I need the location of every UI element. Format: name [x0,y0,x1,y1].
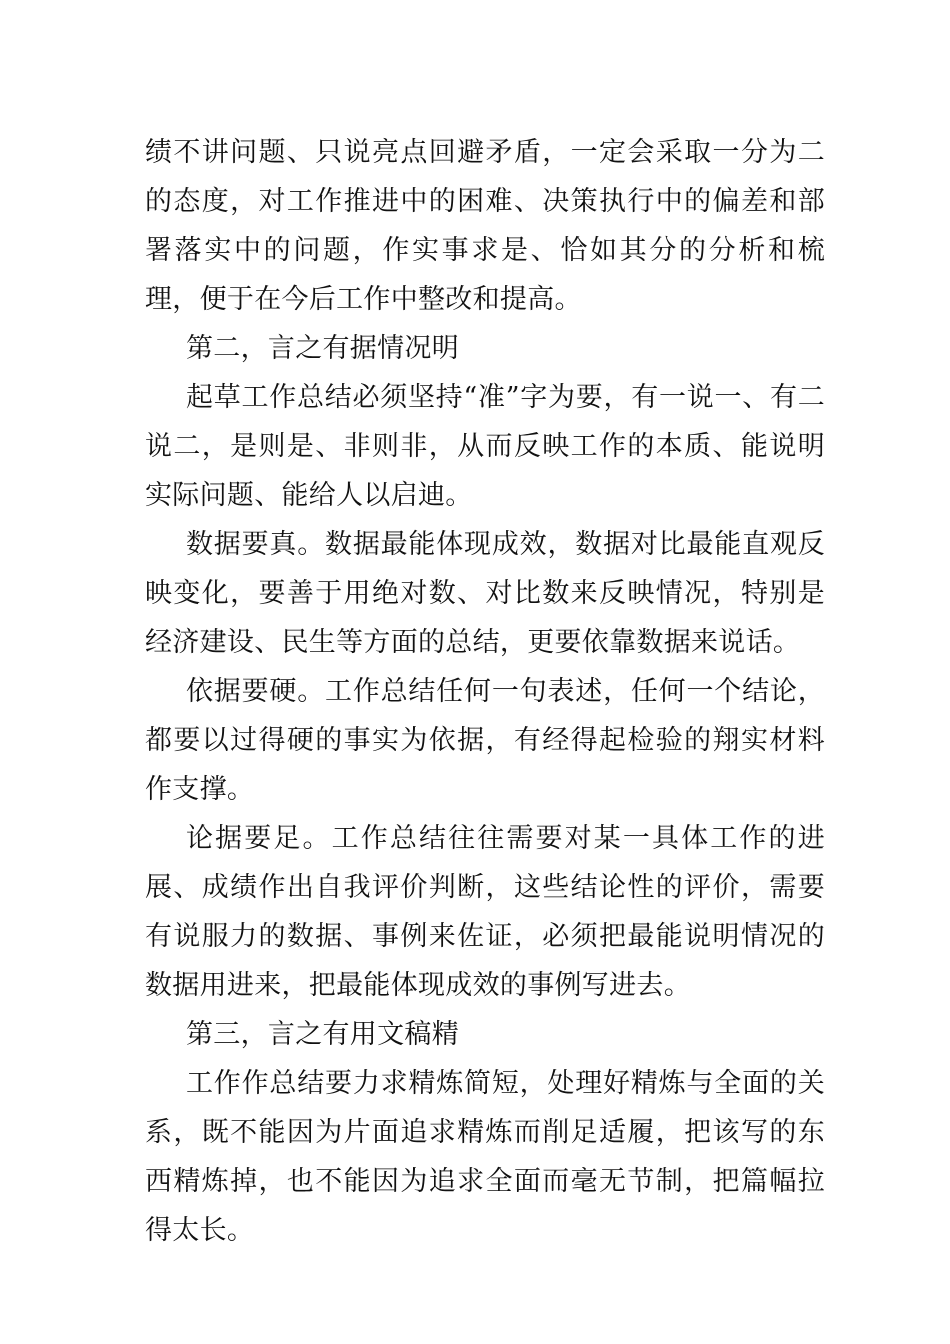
paragraph: 依据要硬。工作总结任何一句表述，任何一个结论，都要以过得硬的事实为依据，有经得起检验的翔实材料作支撑。 [145,676,825,805]
document-body [145,128,825,1255]
paragraph: 工作作总结要力求精炼简短，处理好精炼与全面的关系，既不能因为片面追求精炼而削足适履，把该写的东西精炼掉，也不能因为追求全面而毫无节制，把篇幅拉得太长。 [145,1068,825,1246]
paragraph: 起草工作总结必须坚持“准”字为要，有一说一、有二说二，是则是、非则非，从而反映工作的本质、能说明实际问题、能给人以启迪。 [145,382,825,511]
section-heading-3: 第三，言之有用文稿精 [186,1019,459,1050]
paragraph-continuation: 绩不讲问题、只说亮点回避矛盾，一定会采取一分为二的态度，对工作推进中的困难、决策执行中的偏差和部署落实中的问题，作实事求是、恰如其分的分析和梳理，便于在今后工作中整改和提高。 [145,137,825,315]
paragraph: 论据要足。工作总结往往需要对某一具体工作的进展、成绩作出自我评价判断，这些结论性的评价，需要有说服力的数据、事例来佐证，必须把最能说明情况的数据用进来，把最能体现成效的事例写进去。 [145,823,825,1001]
paragraph: 数据要真。数据最能体现成效，数据对比最能直观反映变化，要善于用绝对数、对比数来反映情况，特别是经济建设、民生等方面的总结，更要依靠数据来说话。 [145,529,825,658]
section-heading-2: 第二，言之有据情况明 [186,333,459,364]
